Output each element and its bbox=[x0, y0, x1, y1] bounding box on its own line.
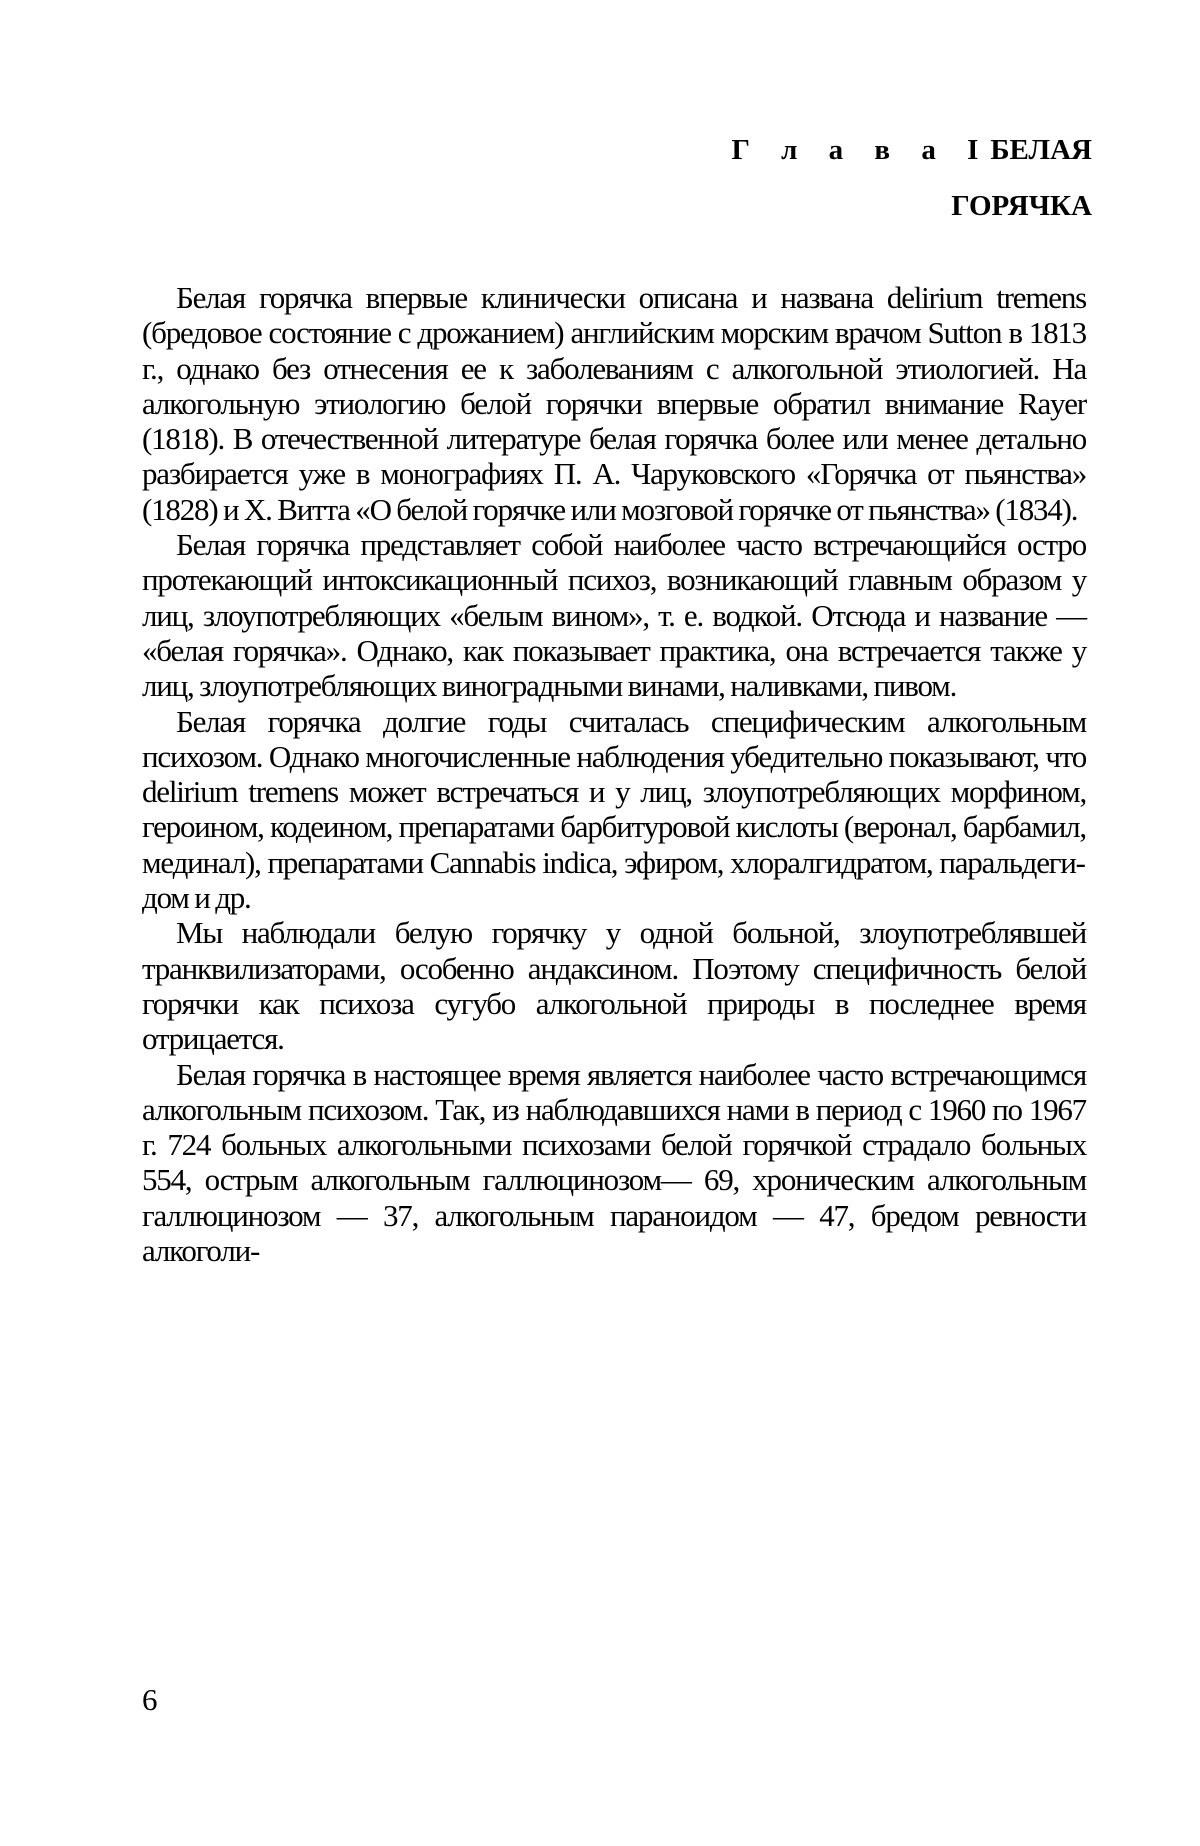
chapter-label: Г л а в а I bbox=[731, 134, 991, 166]
chapter-heading bbox=[731, 122, 1092, 234]
chapter-heading-line-1 bbox=[731, 122, 1092, 178]
body-text bbox=[142, 280, 1086, 1268]
paragraph-4: Мы наблюдали белую горячку у одной больной, злоупотреблявшей транквилизаторами, особенно андаксином. Поэтому специфичность белой горячки как психоза сугубо алкогольной природы в последнее время отрицается. bbox=[142, 915, 1086, 1057]
paragraph-1: Белая горячка впервые клинически описана и названа delirium tremens (бредовое состояние с дрожанием) английским морским врачом Sutton в 1813 г., однако без отнесения ее к заболеваниям с алкогольной этиологией. На алкогольную этиологию белой горячки впервые обратил внимание Rayer (1818). В отечественной литературе белая горячка более или менее детально разбирается уже в монографиях П. А. Чаруковского «Горячка от пьянства» (1828) и X. Витта «О белой горячке или мозговой горячке от пьянства» (1834). bbox=[142, 280, 1086, 527]
page-number: 6 bbox=[142, 1682, 158, 1717]
chapter-title-part-2: ГОРЯЧКА bbox=[951, 190, 1092, 222]
paragraph-3: Белая горячка долгие годы считалась специфическим алкогольным психозом. Однако многочисленные наблюдения убедительно показывают, что delirium tremens может встречаться и у лиц, злоупотребляющих морфином, героином, кодеином, препаратами барбитуровой кислоты (веронал, барбамил, мединал), препаратами Cannabis indica, эфиром, хлоралгидратом, паральдегидом и др. bbox=[142, 703, 1086, 916]
paragraph-2: Белая горячка представляет собой наиболее часто встречающийся остро протекающий интоксикационный психоз, возникающий главным образом у лиц, злоупотребляющих «белым вином», т. е. водкой. Отсюда и название — «белая горячка». Однако, как показывает практика, она встречается также у лиц, злоупотребляющих виноградными винами, наливками, пивом. bbox=[142, 527, 1086, 704]
chapter-title-part-1: БЕЛАЯ bbox=[990, 134, 1092, 166]
paragraph-5: Белая горячка в настоящее время является наиболее часто встречающимся алкогольным психозом. Так, из наблюдавшихся нами в период с 1960 по 1967 г. 724 больных алкогольными психозами белой горячкой страдало больных 554, острым алкогольным галлюцинозом— 69, хроническим алкогольным галлюцинозом — 37, алкогольным параноидом — 47, бредом ревности алкоголи- bbox=[142, 1056, 1086, 1269]
